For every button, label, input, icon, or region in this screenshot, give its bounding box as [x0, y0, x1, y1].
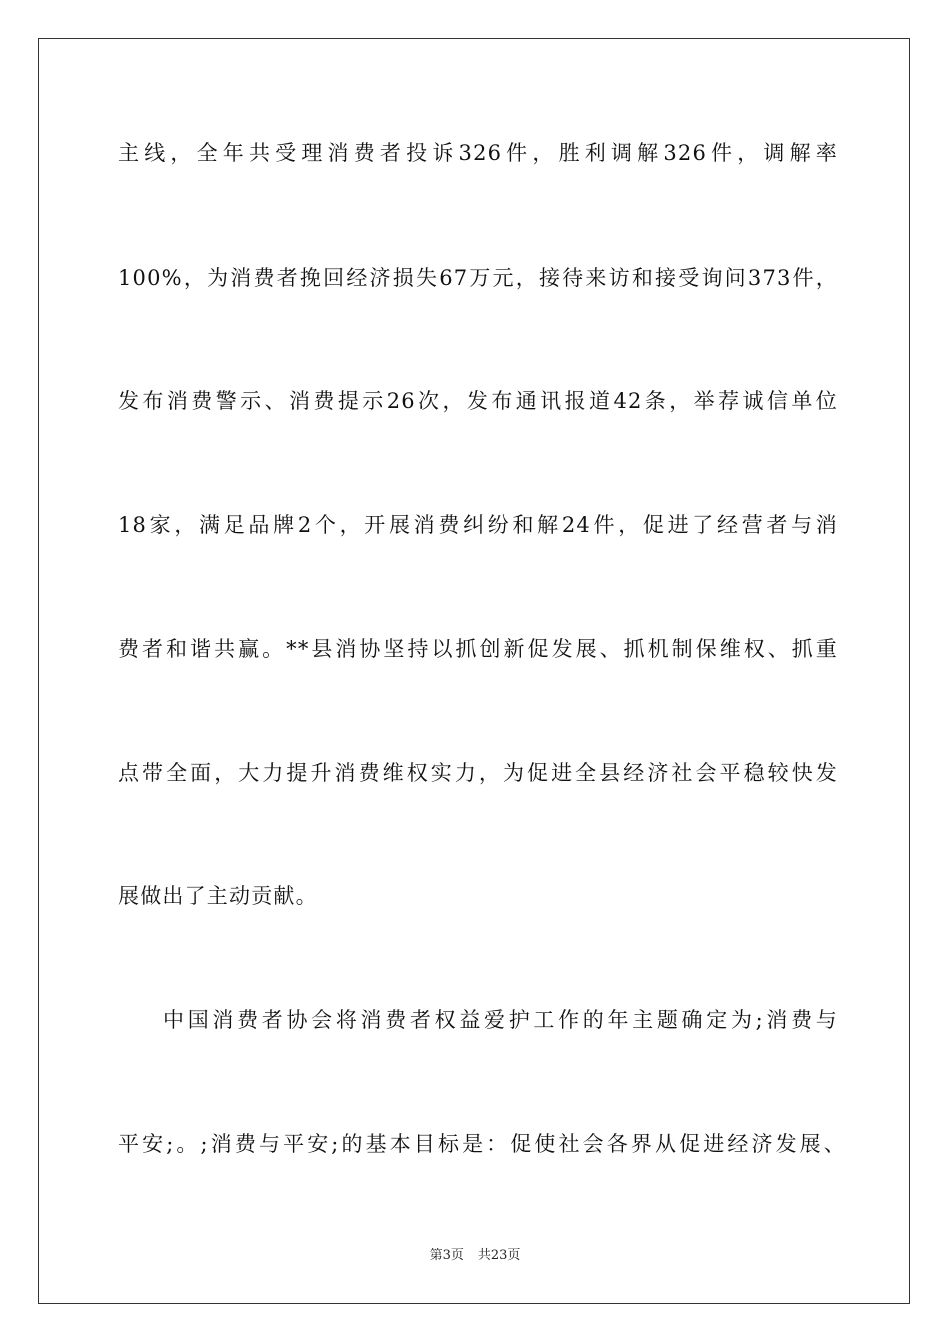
text-line-5: 费者和谐共赢。**县消协坚持以抓创新促发展、抓机制保维权、抓重	[118, 637, 838, 661]
text-line-1: 主线，全年共受理消费者投诉326件，胜利调解326件，调解率	[118, 141, 838, 165]
text-line-4: 18家，满足品牌2个，开展消费纠纷和解24件，促进了经营者与消	[118, 513, 838, 537]
paragraph-indented-line: 中国消费者协会将消费者权益爱护工作的年主题确定为;消费与	[163, 1008, 838, 1032]
page-number: 第3页	[429, 1248, 464, 1263]
page-frame	[38, 38, 910, 1304]
text-line-9: 平安;。;消费与平安;的基本目标是：促使社会各界从促进经济发展、	[118, 1132, 846, 1156]
page-footer	[0, 1247, 950, 1265]
text-line-2: 100%，为消费者挽回经济损失67万元，接待来访和接受询问373件，	[118, 266, 838, 290]
total-pages: 共23页	[477, 1248, 521, 1263]
text-line-6: 点带全面，大力提升消费维权实力，为促进全县经济社会平稳较快发	[118, 761, 838, 785]
text-line-7: 展做出了主动贡献。	[118, 884, 318, 908]
text-line-3: 发布消费警示、消费提示26次，发布通讯报道42条，举荐诚信单位	[118, 389, 838, 413]
